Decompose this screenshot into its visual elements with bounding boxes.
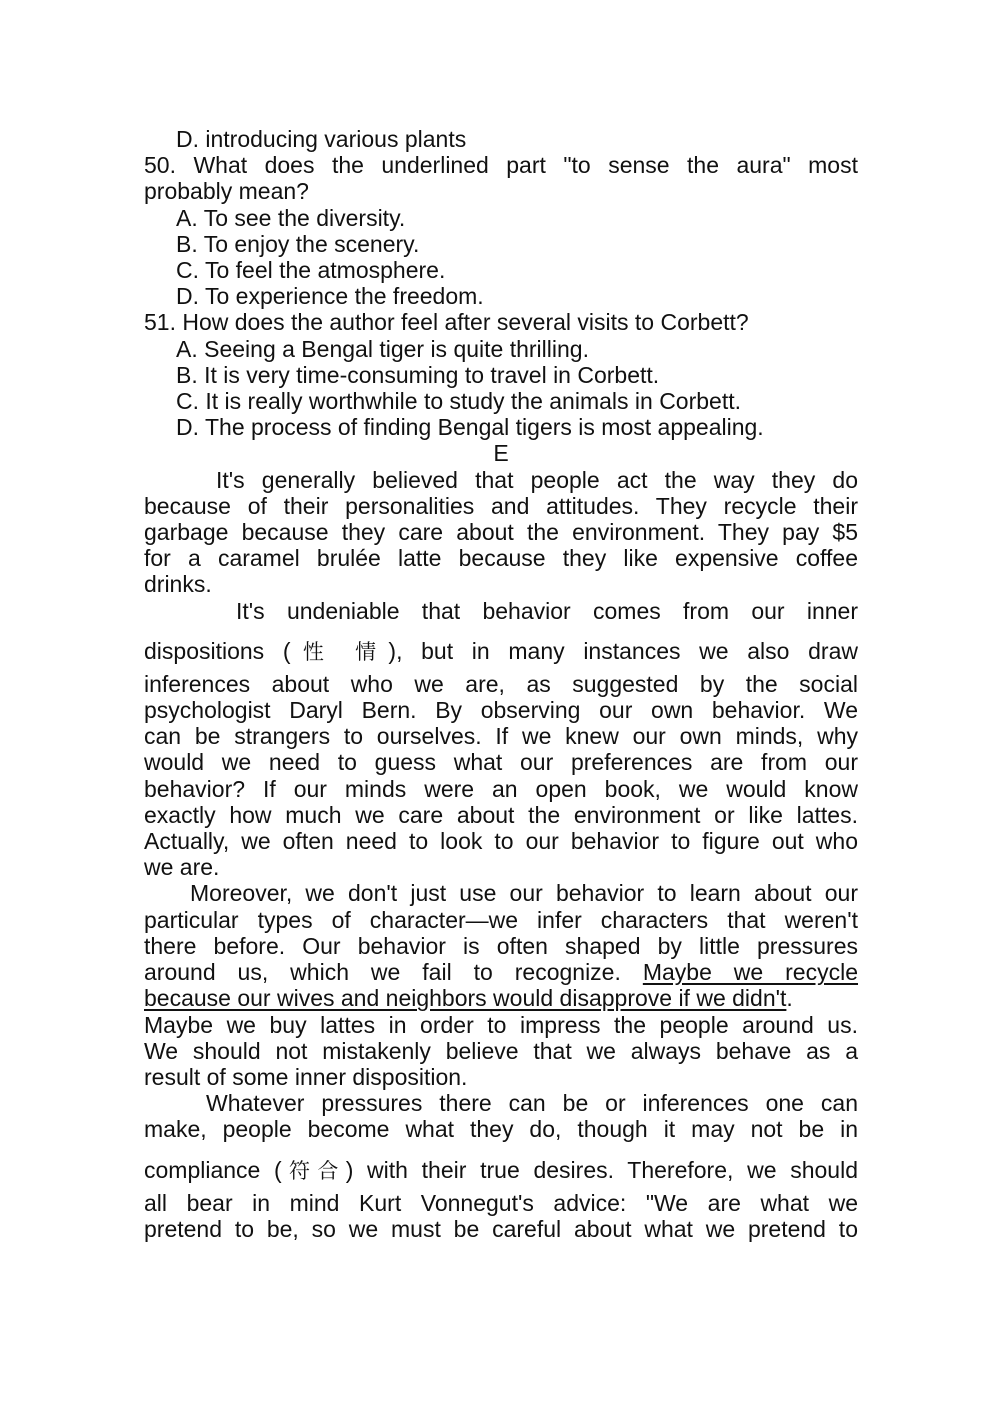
p1-line-3: garbage because they care about the environment. They pay $5 <box>144 519 858 546</box>
q49-option-d: D. introducing various plants <box>176 126 467 152</box>
p3-line-1: Moreover, we don't just use our behavior to learn about our <box>190 880 858 907</box>
q50-option-c: C. To feel the atmosphere. <box>176 257 446 284</box>
p4-line-5: pretend to be, so we must be careful about what we pretend to <box>144 1215 858 1242</box>
p2-line-3: inferences about who we are, as suggested by the social <box>144 670 858 697</box>
p3-line-6: Maybe we buy lattes in order to impress the people around us. <box>144 1011 858 1038</box>
cjk-gloss-compliance: 符合 <box>281 1158 346 1183</box>
underlined-sentence-part-1: Maybe we recycle <box>642 959 859 986</box>
p3-line-4: around us, which we fail to recognize. Maybe we recycle <box>144 959 859 986</box>
p1-line-1: It's generally believed that people act the way they do <box>216 466 858 493</box>
p4-line-2: make, people become what they do, though it may not be in <box>144 1116 858 1143</box>
document-page <box>144 126 858 1242</box>
p4-line-3: compliance (符合) with their true desires. Therefore, we should <box>144 1156 859 1183</box>
p1-line-2: because of their personalities and attitudes. They recycle their <box>144 492 858 519</box>
underlined-sentence-part-2: because our wives and neighbors would disapprove if we didn't <box>144 985 787 1012</box>
p2-line-5: can be strangers to ourselves. If we knew our own minds, why <box>144 723 858 750</box>
q51-option-d: D. The process of finding Bengal tigers is most appealing. <box>176 414 764 441</box>
q50-option-b: B. To enjoy the scenery. <box>176 230 420 257</box>
p4-line-4: all bear in mind Kurt Vonnegut's advice: "We are what we <box>144 1189 858 1216</box>
p2-line-8: exactly how much we care about the environment or like lattes. <box>144 801 858 828</box>
p2-line-2: dispositions (性 情), but in many instances we also draw <box>144 637 858 664</box>
p2-line-10: we are. <box>144 854 220 881</box>
q50-stem-line-1: 50. What does the underlined part "to sense the aura" most <box>144 152 858 179</box>
q51-option-a: A. Seeing a Bengal tiger is quite thrilling. <box>176 335 589 362</box>
p3-line-8: result of some inner disposition. <box>144 1063 468 1090</box>
q51-stem: 51. How does the author feel after several visits to Corbett? <box>144 309 749 336</box>
p3-line-5: because our wives and neighbors would disapprove if we didn't. <box>144 985 793 1012</box>
p2-line-1: It's undeniable that behavior comes from our inner <box>236 597 858 624</box>
p2-line-7: behavior? If our minds were an open book, we would know <box>144 775 858 802</box>
p1-line-5: drinks. <box>144 571 212 598</box>
cjk-gloss-disposition: 性 情 <box>290 639 389 664</box>
q51-option-b: B. It is very time-consuming to travel in Corbett. <box>176 361 660 388</box>
p1-line-4: for a caramel brulée latte because they like expensive coffee <box>144 545 858 572</box>
p4-line-1: Whatever pressures there can be or inferences one can <box>206 1090 858 1117</box>
p2-line-6: would we need to guess what our preferences are from our <box>144 749 858 776</box>
p3-line-7: We should not mistakenly believe that we always behave as a <box>144 1037 858 1064</box>
p3-line-3: there before. Our behavior is often shaped by little pressures <box>144 932 858 959</box>
p2-line-9: Actually, we often need to look to our behavior to figure out who <box>144 828 858 855</box>
p3-line-2: particular types of character—we infer characters that weren't <box>144 906 858 933</box>
p2-line-4: psychologist Daryl Bern. By observing our own behavior. We <box>144 697 858 724</box>
passage-letter: E <box>493 440 509 467</box>
q50-option-a: A. To see the diversity. <box>176 204 406 231</box>
q51-option-c: C. It is really worthwhile to study the animals in Corbett. <box>176 388 742 415</box>
q50-option-d: D. To experience the freedom. <box>176 283 484 310</box>
q50-stem-line-2: probably mean? <box>144 178 309 205</box>
